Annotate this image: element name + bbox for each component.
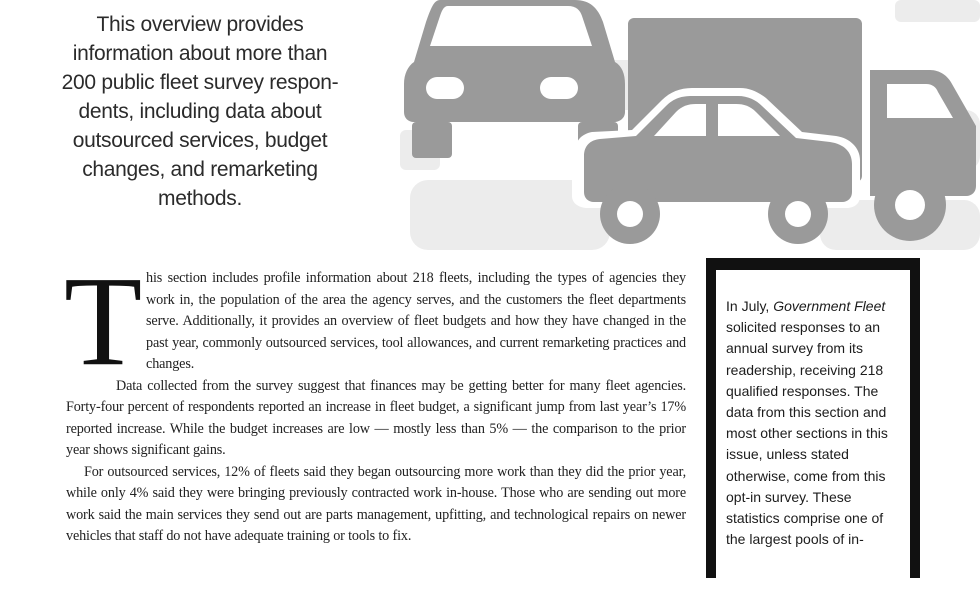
vehicle-illustration [400,0,980,250]
publication-name: Government Fleet [773,298,886,314]
note-text-rest: solicited responses to an annual survey from its readership, receiving 218 qualified responses. The data from this section and most other sections in this issue, unless stated otherwise, come from this opt-in survey. These statistics comprise one of the largest pools of in- [726,319,888,548]
article-paragraph: Data collected from the survey suggest that finances may be getting better for many fleet agencies. Forty-four percent of respondents reported an increase in fleet budget, a significant jump from last year’s 17% reported increase. While the budget increases are low — mostly less than 5% — the comparison to the prior year shows significant gains. [66,377,686,458]
drop-cap: T [64,250,143,392]
paragraph-text: his section includes profile information about 218 fleets, including the types of agencies they work in, the population of the area the agency serves, and the customers the fleet departments serve. Additionally, it provides an overview of fleet budgets and how they have changed in the past year, commonly outsourced services, tool allowances, and current remarketing practices and changes. [146,270,686,372]
article-paragraph [64,250,686,392]
survey-note-panel [716,270,910,600]
article-paragraph: For outsourced services, 12% of fleets said they began outsourcing more work than they did the prior year, while only 4% said they were bringing previously contracted work in-house. Those who are sending out more work said the main services they send out are parts management, upfitting, and technological repairs on newer vehicles that staff do not have adequate training or tools to fix. [66,463,686,544]
note-text-start: In July, [726,298,774,314]
article-body [64,250,686,548]
survey-note-box [706,258,920,578]
intro-summary: This overview provides information about more than 200 public fleet survey respon-dents, including data about outsourced services, budget changes, and remarketing methods. [61,13,339,210]
survey-note-text [726,296,902,550]
